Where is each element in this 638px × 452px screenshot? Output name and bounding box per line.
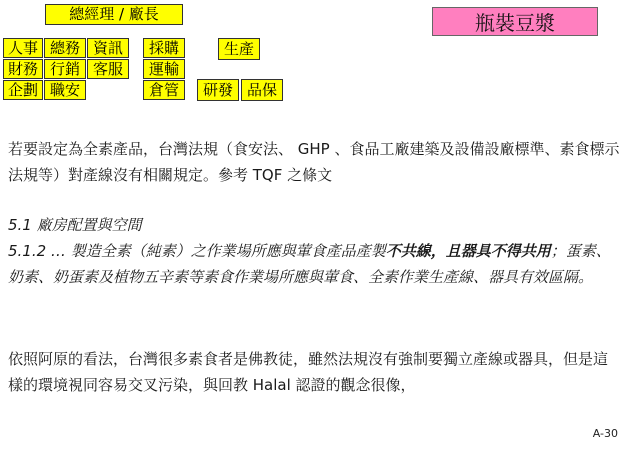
clause-paragraph xyxy=(8,238,620,290)
org-unit-label: 運輸 xyxy=(148,59,179,78)
page-number: A-30 xyxy=(592,427,618,440)
clause-suffix: ；蛋素、奶素、奶蛋素及植物五辛素等素食作業場所應與葷食、全素作業生產線、器具有效區隔。 xyxy=(8,242,611,286)
org-unit-label: 人事 xyxy=(7,38,38,57)
org-unit-label: 客服 xyxy=(92,59,123,78)
org-unit-warehouse xyxy=(143,80,185,100)
org-unit-marketing xyxy=(44,59,86,79)
org-unit-label: 研發 xyxy=(202,80,233,99)
opinion-paragraph: 依照阿原的看法，台灣很多素食者是佛教徒，雖然法規沒有強制要獨立產線或器具，但是這樣的環境視同容易交叉污染，與回教 Halal 認證的觀念很像， xyxy=(8,350,609,394)
org-unit-label: 財務 xyxy=(7,59,38,78)
clause-emphasis: 不共線，且器具不得共用 xyxy=(385,242,551,260)
clause-prefix: 5.1.2 … 製造全素（純素）之作業場所應與葷食產品產製 xyxy=(8,242,386,260)
org-unit-transport xyxy=(143,59,185,79)
org-unit-general-affairs xyxy=(44,38,86,58)
org-unit-label: 採購 xyxy=(148,38,179,57)
intro-paragraph: 若要設定為全素產品，台灣法規（食安法、 GHP 、食品工廠建築及設備設廠標準、素食標示法規等）對產線沒有相關規定。參考 TQF 之條文 xyxy=(8,140,620,184)
org-top-box xyxy=(45,4,183,25)
org-unit-label: 職安 xyxy=(49,80,80,99)
org-unit-label: 行銷 xyxy=(49,59,80,78)
org-unit-finance xyxy=(3,59,43,79)
org-unit-it xyxy=(87,38,129,58)
slide-title-box xyxy=(432,7,598,36)
org-unit-label: 資訊 xyxy=(92,38,123,57)
slide-title: 瓶裝豆漿 xyxy=(475,11,555,35)
org-unit-label: 生產 xyxy=(223,39,254,58)
org-unit-label: 品保 xyxy=(246,80,277,99)
org-unit-qa xyxy=(241,79,283,101)
org-unit-label: 企劃 xyxy=(7,80,38,99)
org-unit-planning xyxy=(3,80,43,100)
org-unit-procurement xyxy=(143,38,185,58)
org-unit-safety xyxy=(44,80,86,100)
org-top-label: 總經理 / 廠長 xyxy=(69,5,159,23)
org-unit-label: 倉管 xyxy=(148,80,179,99)
org-unit-label: 總務 xyxy=(49,38,80,57)
org-unit-production xyxy=(218,38,260,60)
org-unit-rd xyxy=(197,79,239,101)
org-unit-hr xyxy=(3,38,43,58)
section-heading: 5.1 廠房配置與空間 xyxy=(8,216,142,234)
org-unit-customer-service xyxy=(87,59,129,79)
